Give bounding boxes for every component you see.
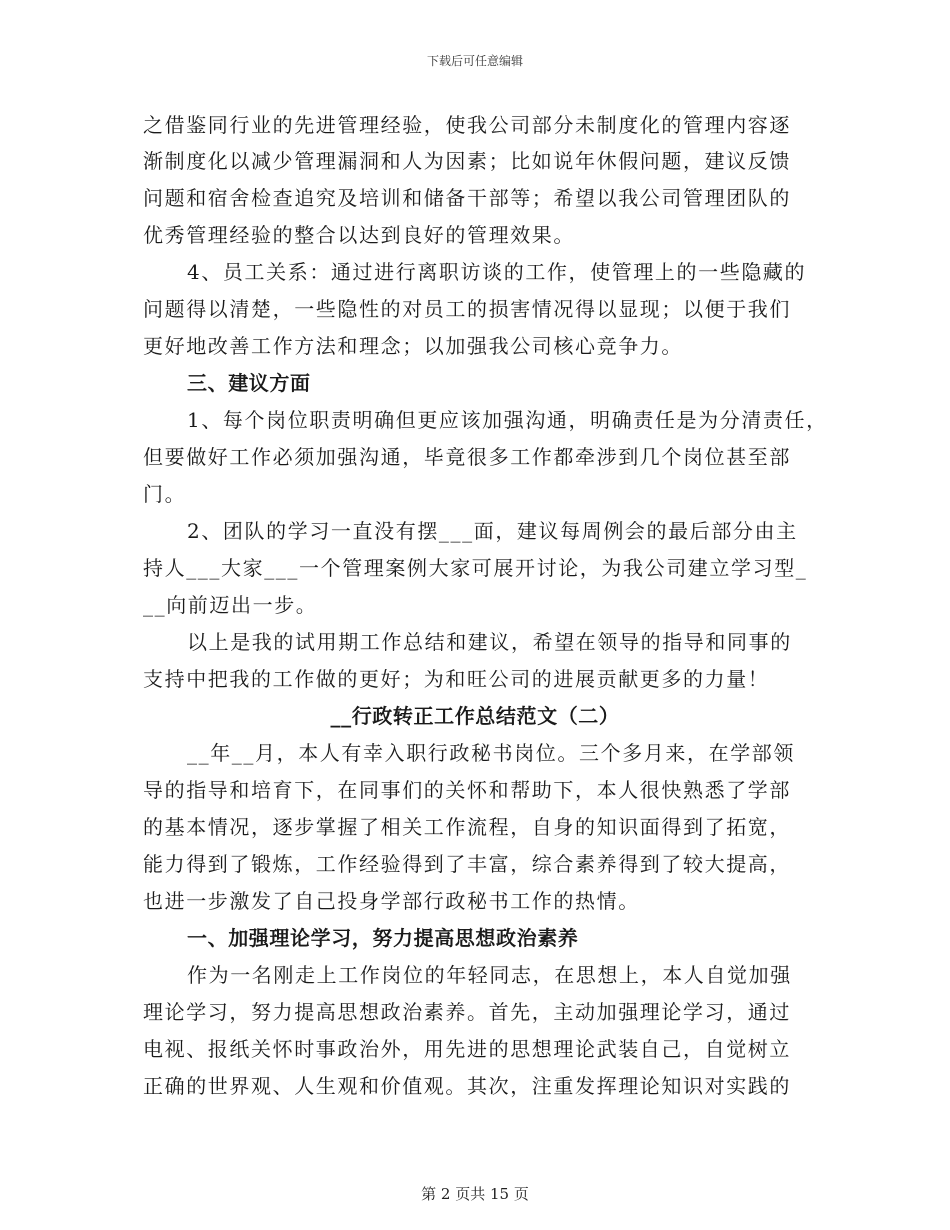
section-heading: 三、建议方面	[187, 371, 311, 395]
paragraph-line: 2、团队的学习一直没有摆___面，建议每周例会的最后部分由主	[187, 519, 798, 543]
paragraph-line: 但要做好工作必须加强沟通，毕竟很多工作都牵涉到几个岗位甚至部	[143, 445, 791, 469]
paragraph-line: 导的指导和培育下，在同事们的关怀和帮助下，本人很快熟悉了学部	[143, 778, 791, 802]
paragraph-line: 电视、报纸关怀时事政治外，用先进的思想理论武装自己，自觉树立	[143, 1037, 791, 1061]
paragraph-line: 问题得以清楚，一些隐性的对员工的损害情况得以显现；以便于我们	[143, 297, 791, 321]
paragraph-line: 作为一名刚走上工作岗位的年轻同志，在思想上，本人自觉加强	[187, 963, 792, 987]
paragraph-line: __向前迈出一步。	[143, 593, 318, 617]
paragraph-line: 支持中把我的工作做的更好；为和旺公司的进展贡献更多的力量！	[143, 667, 770, 691]
paragraph-line: 之借鉴同行业的先进管理经验，使我公司部分未制度化的管理内容逐	[143, 113, 791, 137]
paragraph-line: 正确的世界观、人生观和价值观。其次，注重发挥理论知识对实践的	[143, 1074, 791, 1098]
paragraph-line: 门。	[143, 482, 187, 506]
page-header: 下载后可任意编辑	[426, 54, 523, 68]
paragraph-line: 问题和宿舍检查追究及培训和储备干部等；希望以我公司管理团队的	[143, 186, 791, 210]
paragraph-line: 4、员工关系：通过进行离职访谈的工作，使管理上的一些隐藏的	[187, 260, 807, 284]
paragraph-line: __年__月，本人有幸入职行政秘书岗位。三个多月来，在学部领	[187, 741, 795, 765]
paragraph-line: 能力得到了锻炼，工作经验得到了丰富，综合素养得到了较大提高，	[143, 852, 791, 876]
paragraph-line: 理论学习，努力提高思想政治素养。首先，主动加强理论学习，通过	[143, 1000, 791, 1024]
paragraph-line: 也进一步激发了自己投身学部行政秘书工作的热情。	[143, 889, 640, 913]
paragraph-line: 渐制度化以减少管理漏洞和人为因素；比如说年休假问题，建议反馈	[143, 149, 791, 173]
section-heading: 一、加强理论学习，努力提高思想政治素养	[187, 926, 579, 950]
paragraph-line: 持人___大家___一个管理案例大家可展开讨论，为我公司建立学习型_	[143, 556, 808, 580]
paragraph-line: 1、每个岗位职责明确但更应该加强沟通，明确责任是为分清责任，	[187, 408, 828, 432]
paragraph-line: 以上是我的试用期工作总结和建议，希望在领导的指导和同事的	[187, 630, 792, 654]
paragraph-line: 的基本情况，逐步掌握了相关工作流程，自身的知识面得到了拓宽，	[143, 815, 791, 839]
paragraph-line: 优秀管理经验的整合以达到良好的管理效果。	[143, 223, 575, 247]
paragraph-line: 更好地改善工作方法和理念；以加强我公司核心竞争力。	[143, 334, 683, 358]
page-number: 第 2 页共 15 页	[421, 1185, 529, 1203]
document-title: __行政转正工作总结范文（二）	[330, 704, 620, 728]
